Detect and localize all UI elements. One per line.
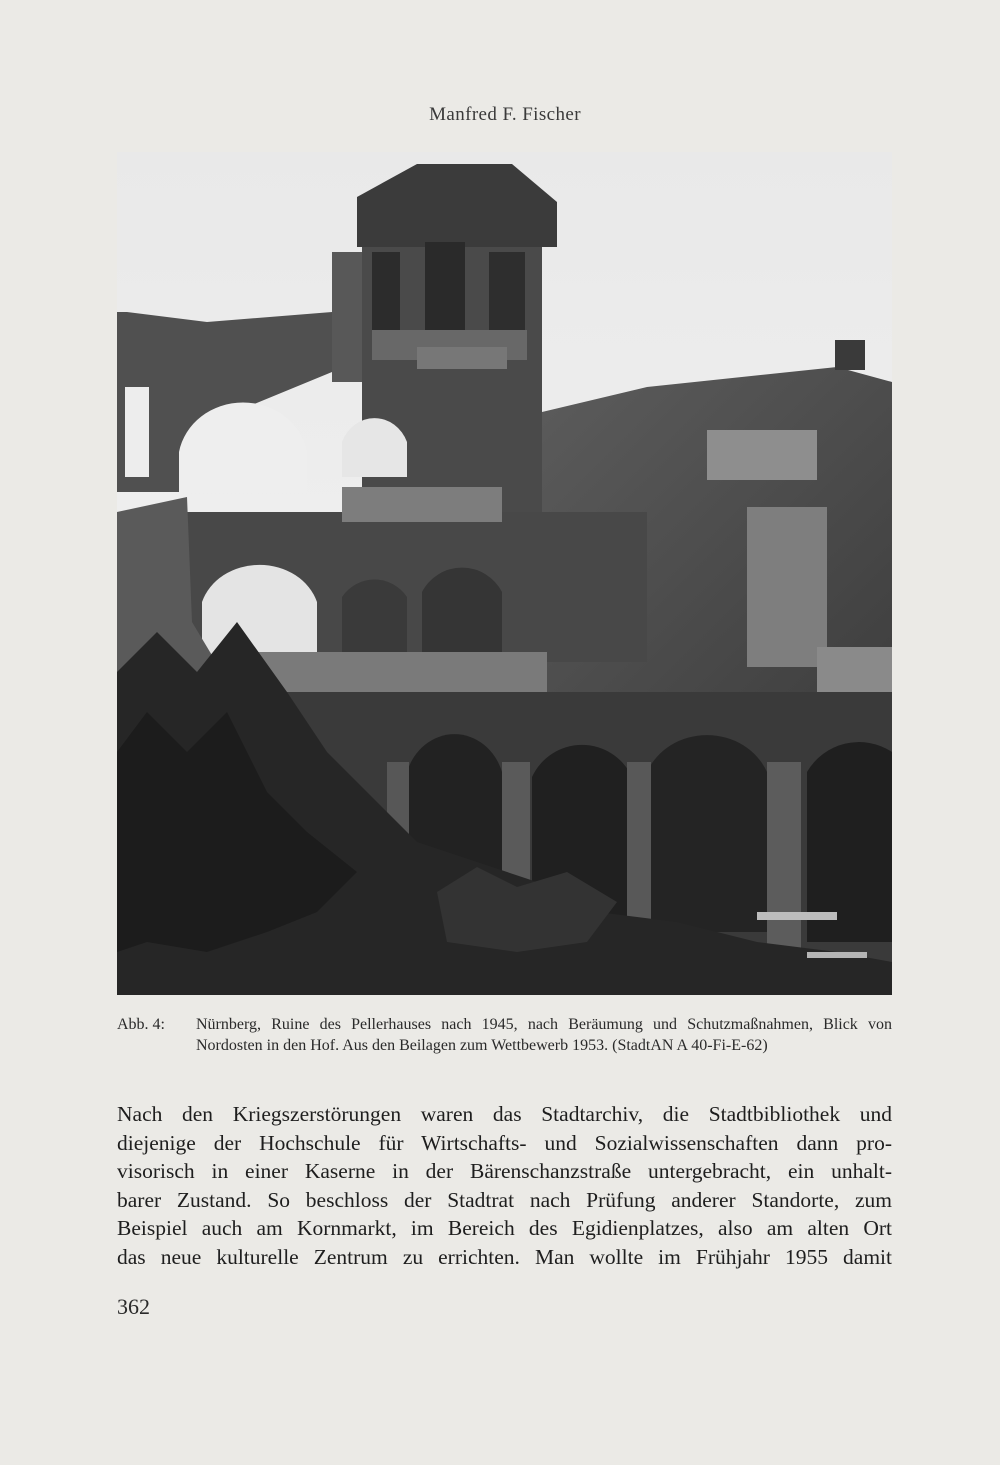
body-line: Nach den Kriegszerstörungen waren das Stadtarchiv, die Stadtbibliothek und xyxy=(117,1102,892,1126)
running-head: Manfred F. Fischer xyxy=(429,104,581,125)
body-line: visorisch in einer Kaserne in der Bärenschanzstraße untergebracht, ein unhalt- xyxy=(117,1159,892,1183)
figure-photo-courtyard-ruin xyxy=(117,152,892,995)
body-line: barer Zustand. So beschloss der Stadtrat nach Prüfung anderer Standorte, zum xyxy=(117,1187,892,1212)
figure-label: Abb. 4: xyxy=(117,1016,165,1033)
figure-caption-text: Nürnberg, Ruine des Pellerhauses nach 1945, nach Beräumung und Schutzmaßnahmen, Blick von Nordosten in den Hof. Aus den Beilagen zum Wettbewerb 1953. (StadtAN A 40-Fi-E-62) xyxy=(196,1016,892,1054)
page-number: 362 xyxy=(117,1294,150,1319)
body-line: Beispiel auch am Kornmarkt, im Bereich des Egidienplatzes, also am alten Ort xyxy=(117,1216,892,1240)
figure-caption xyxy=(117,1014,892,1056)
body-line: diejenige der Hochschule für Wirtschafts- und Sozialwissenschaften dann pro- xyxy=(117,1130,892,1155)
body-line: das neue kulturelle Zentrum zu errichten. Man wollte im Frühjahr 1955 damit xyxy=(117,1244,892,1269)
body-paragraph xyxy=(117,1100,892,1271)
